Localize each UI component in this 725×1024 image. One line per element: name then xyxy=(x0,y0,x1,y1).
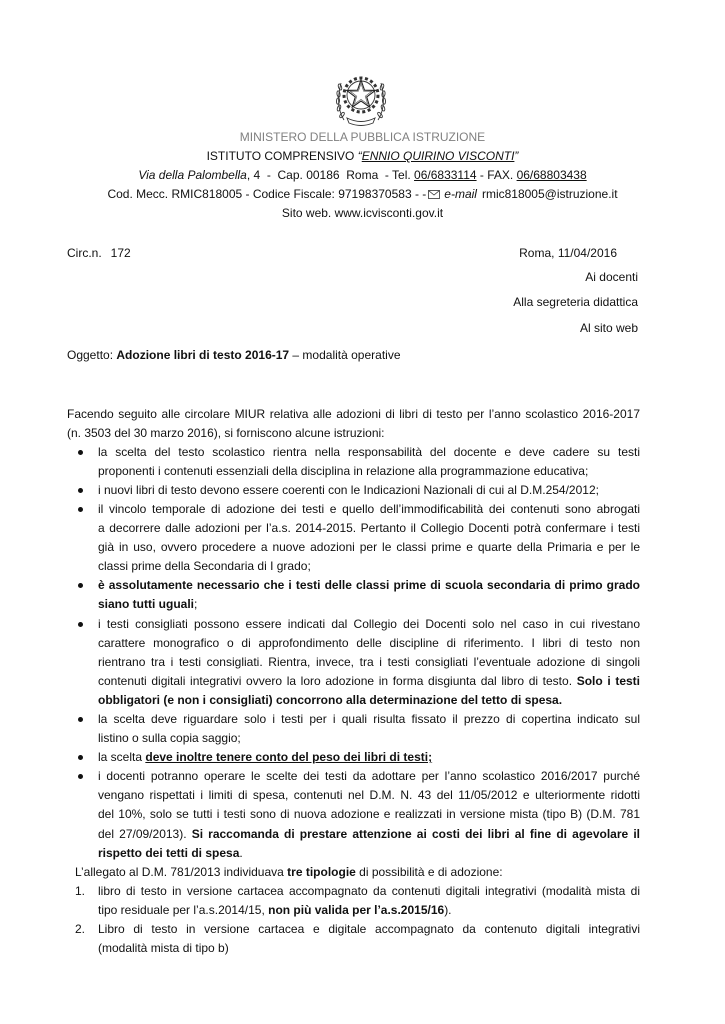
bullet-item xyxy=(0,443,725,481)
text-line: a decorrere dalle adozioni per l’a.s. 2014-2015. Pertanto il Collegio Docenti potrà confermare i testi xyxy=(98,521,640,536)
text-line: (modalità mista di tipo b) xyxy=(98,941,229,956)
circular-number xyxy=(67,244,131,263)
text-line xyxy=(98,672,640,691)
school-line xyxy=(0,147,725,166)
text-line xyxy=(75,863,640,882)
text-line: Libro di testo in versione cartacea e digitale accompagnato da contenuto digitali integrativi xyxy=(98,922,640,937)
recipient: Alla segreteria didattica xyxy=(513,295,638,309)
address-line xyxy=(0,166,725,185)
text-segment: la scelta xyxy=(98,750,146,765)
text-line: proponenti i contenuti essenziali della disciplina in relazione alla programmazione educativa; xyxy=(98,463,589,478)
school-codes: Cod. Mecc. RMIC818005 - Codice Fiscale: 97198370583 - - xyxy=(107,187,427,201)
emblem-icon xyxy=(334,70,388,127)
text-line: i testi consigliati possono essere indicati dal Collegio dei Docenti solo nel caso in cui rivestano xyxy=(98,616,640,631)
fax-label: - FAX. xyxy=(476,168,517,182)
intro-paragraph xyxy=(0,405,725,443)
bullet-icon xyxy=(78,774,83,779)
bullet-icon xyxy=(78,622,83,627)
codes-line xyxy=(0,185,725,204)
bullet-item xyxy=(0,710,725,748)
quote-open: “ xyxy=(357,149,362,163)
recipient: Ai docenti xyxy=(585,270,638,284)
subject-label: Oggetto: xyxy=(67,348,117,362)
text-tail: ; xyxy=(194,597,198,612)
text-line: carattere monografico o di approfondimento delle discipline di riferimento. I libri di testo non xyxy=(98,635,640,650)
email-address: rmic818005@istruzione.it xyxy=(481,187,618,201)
subject-title: Adozione libri di testo 2016-17 xyxy=(116,348,290,362)
list-number: 2. xyxy=(75,922,86,937)
text-line: la scelta del testo scolastico rientra nella responsabilità del docente e deve cadere su testi xyxy=(98,444,640,459)
school-name-text: ENNIO QUIRINO VISCONTI xyxy=(361,149,515,163)
school-name xyxy=(358,149,519,163)
bullet-icon xyxy=(78,488,83,493)
bullet-item xyxy=(0,500,725,576)
quote-close: ” xyxy=(514,149,519,163)
subject-suffix: – modalità operative xyxy=(289,348,401,362)
text-line: la scelta deve riguardare solo i testi per i quali risulta fissato il prezzo di copertina indicato sul xyxy=(98,712,640,726)
street: Via della Palombella xyxy=(138,168,247,182)
fax-number: 06/68803438 xyxy=(516,168,587,182)
bullet-icon xyxy=(78,450,83,455)
text-line: listino o sulla copia saggio; xyxy=(98,731,241,746)
text-segment: tipo residuale per l’a.s.2014/15, xyxy=(98,902,269,917)
text-segment: contenuti digitali integrativi ovvero la loro adozione in forma disgiunta dal libro di testo. xyxy=(98,673,577,688)
text-line: del 10%, solo se tutti i testi sono di nuova adozione e realizzati in versione mista (tipo B) (D.M. 781 xyxy=(98,807,640,822)
bold-text: Solo i testi xyxy=(576,673,640,688)
text-line xyxy=(98,595,640,614)
ministry-name: MINISTERO DELLA PUBBLICA ISTRUZIONE xyxy=(239,130,486,144)
text-tail: di possibilità e di adozione: xyxy=(355,864,503,879)
phone-number: 06/6833114 xyxy=(414,168,477,182)
email-label: e-mail xyxy=(444,187,477,201)
text-line xyxy=(98,825,640,844)
list-number: 1. xyxy=(75,883,86,898)
subject-line xyxy=(67,346,401,365)
text-tail: . xyxy=(239,845,243,860)
bold-text: rispetto dei tetti di spesa xyxy=(98,845,240,860)
text-line xyxy=(98,748,640,767)
bold-text: siano tutti uguali xyxy=(98,597,194,612)
bullet-icon xyxy=(78,507,83,512)
text-line: (n. 3503 del 30 marzo 2016), si forniscono alcune istruzioni: xyxy=(67,425,385,440)
attachment-paragraph xyxy=(0,863,725,882)
circular-date: Roma, 11/04/2016 xyxy=(519,246,617,260)
envelope-icon xyxy=(428,190,440,199)
text-line xyxy=(98,901,640,920)
address-details: , 4 - Cap. 00186 Roma - Tel. xyxy=(246,168,415,182)
text-tail: ). xyxy=(444,902,452,917)
recipient: Al sito web xyxy=(579,321,638,335)
bullet-item xyxy=(0,767,725,862)
bold-text-line: obbligatori (e non i consigliati) concorrono alla determinazione del tetto di spesa. xyxy=(98,692,563,707)
bold-text: Si raccomanda di prestare attenzione ai costi dei libri al fine di agevolare il xyxy=(191,826,640,841)
text-line: Facendo seguito alle circolare MIUR relativa alle adozioni di libri di testo per l’anno scolastico 2016-2017 xyxy=(67,406,640,421)
text-line: già in uso, ovvero procedere a nuove adozioni per le classi prime e quarte della Primaria e per le xyxy=(98,540,640,555)
bullet-icon xyxy=(78,717,83,722)
text-segment: del 27/09/2013). xyxy=(98,826,192,841)
bullet-icon xyxy=(78,755,83,760)
letterhead xyxy=(0,128,725,223)
bold-text: tre tipologie xyxy=(287,864,356,879)
text-line: i nuovi libri di testo devono essere coerenti con le Indicazioni Nazionali di cui al D.M.254/2012; xyxy=(98,482,599,497)
bold-underlined-text: deve inoltre tenere conto del peso dei libri di testi; xyxy=(145,750,433,765)
numbered-item xyxy=(0,920,725,958)
school-label: ISTITUTO COMPRENSIVO xyxy=(206,149,358,163)
bold-text: non più valida per l’a.s.2015/16 xyxy=(268,902,445,917)
circular-label: Circ.n. xyxy=(67,246,102,260)
bold-text-line: è assolutamente necessario che i testi delle classi prime di scuola secondaria di primo grado xyxy=(98,578,640,593)
text-line: vengano rispettati i limiti di spesa, contenuti nel D.M. N. 43 del 11/05/2012 e ulteriormente ridotti xyxy=(98,788,640,803)
bullet-icon xyxy=(78,583,83,588)
bullet-item xyxy=(0,481,725,500)
text-line: il vincolo temporale di adozione dei testi e quello dell’immodificabilità dei contenuti sono abrogati xyxy=(98,501,640,516)
text-line: rientrano tra i testi consigliati. Rientra, invece, tra i testi consigliati l’eventuale adozione di singoli xyxy=(98,654,640,669)
text-segment: L’allegato al D.M. 781/2013 individuava xyxy=(75,864,288,879)
text-line: classi prime della Secondaria di I grado; xyxy=(98,559,311,574)
bullet-item xyxy=(0,748,725,767)
text-line: i docenti potranno operare le scelte dei testi da adottare per l’anno scolastico 2016/2017 purché xyxy=(98,769,640,784)
numbered-item xyxy=(0,882,725,920)
text-line: libro di testo in versione cartacea accompagnato da contenuti digitali integrativi (modalità mista di xyxy=(98,883,640,898)
circular-body xyxy=(0,405,725,959)
circular-number-value: 172 xyxy=(110,246,131,260)
bullet-item xyxy=(0,615,725,710)
website-line: Sito web. www.icvisconti.gov.it xyxy=(281,206,444,220)
text-line xyxy=(98,844,640,863)
bullet-item xyxy=(0,576,725,614)
